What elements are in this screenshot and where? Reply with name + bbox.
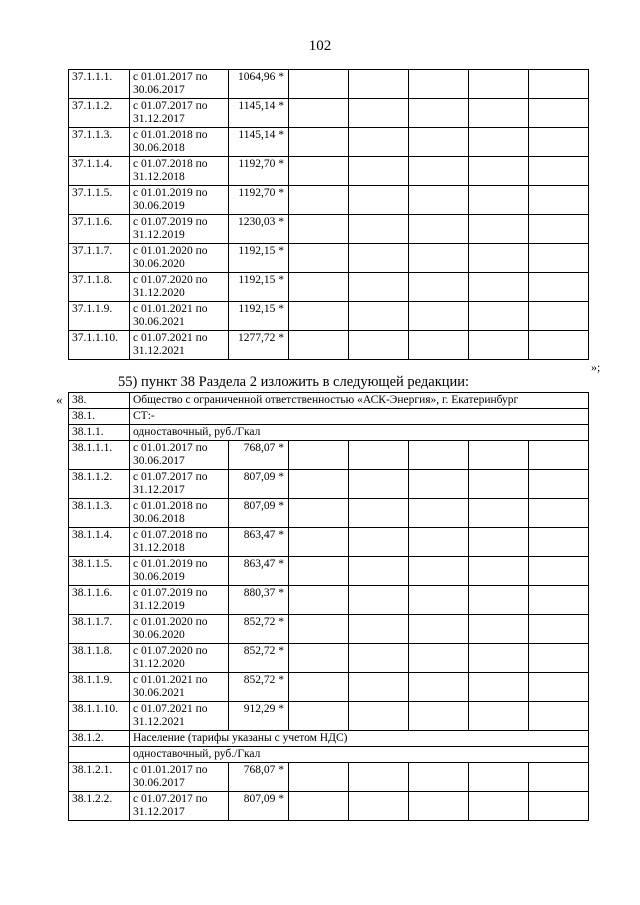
empty-cell bbox=[529, 499, 589, 528]
table-row bbox=[69, 70, 589, 99]
empty-cell bbox=[289, 644, 349, 673]
tariff-value: 1277,72 * bbox=[229, 331, 289, 360]
tariff-value: 1064,96 * bbox=[229, 70, 289, 99]
empty-cell bbox=[469, 331, 529, 360]
row-number: 38.1.1.5. bbox=[69, 557, 130, 586]
period-end: 31.12.2017 bbox=[133, 806, 185, 818]
empty-cell bbox=[349, 470, 409, 499]
period-cell bbox=[130, 528, 229, 557]
empty-cell bbox=[469, 702, 529, 731]
period-cell bbox=[130, 792, 229, 821]
empty-cell bbox=[289, 331, 349, 360]
empty-cell bbox=[409, 273, 469, 302]
row-number: 37.1.1.7. bbox=[69, 244, 130, 273]
period-end: 30.06.2017 bbox=[133, 455, 185, 467]
section-text: Население (тарифы указаны с учетом НДС) bbox=[130, 731, 589, 747]
empty-cell bbox=[349, 792, 409, 821]
period-start: с 01.01.2021 по bbox=[133, 303, 208, 315]
section-text: одноставочный, руб./Гкал bbox=[130, 747, 589, 763]
period-cell bbox=[130, 441, 229, 470]
empty-cell bbox=[529, 128, 589, 157]
period-start: с 01.07.2019 по bbox=[133, 216, 208, 228]
empty-cell bbox=[409, 99, 469, 128]
table-row bbox=[69, 763, 589, 792]
empty-cell bbox=[469, 157, 529, 186]
empty-cell bbox=[349, 586, 409, 615]
empty-cell bbox=[469, 644, 529, 673]
empty-cell bbox=[409, 302, 469, 331]
empty-cell bbox=[469, 215, 529, 244]
empty-cell bbox=[469, 470, 529, 499]
row-number: 38.1.1.3. bbox=[69, 499, 130, 528]
empty-cell bbox=[529, 244, 589, 273]
period-start: с 01.07.2017 по bbox=[133, 793, 208, 805]
row-number: 38.1.1.9. bbox=[69, 673, 130, 702]
section-row bbox=[69, 425, 589, 441]
period-end: 30.06.2020 bbox=[133, 258, 185, 270]
period-cell bbox=[130, 673, 229, 702]
empty-cell bbox=[529, 157, 589, 186]
empty-cell bbox=[289, 157, 349, 186]
period-end: 31.12.2019 bbox=[133, 600, 185, 612]
tariff-value: 768,07 * bbox=[229, 763, 289, 792]
empty-cell bbox=[349, 673, 409, 702]
tariff-value: 852,72 * bbox=[229, 673, 289, 702]
row-number: 38. bbox=[69, 393, 130, 409]
row-number: 37.1.1.5. bbox=[69, 186, 130, 215]
empty-cell bbox=[349, 128, 409, 157]
period-end: 31.12.2020 bbox=[133, 658, 185, 670]
row-number: 38.1. bbox=[69, 409, 130, 425]
empty-cell bbox=[289, 470, 349, 499]
empty-cell bbox=[349, 331, 409, 360]
table-row bbox=[69, 792, 589, 821]
tariff-table-37 bbox=[68, 69, 589, 360]
empty-cell bbox=[289, 273, 349, 302]
tariff-value: 1145,14 * bbox=[229, 128, 289, 157]
empty-cell bbox=[409, 499, 469, 528]
period-cell bbox=[130, 615, 229, 644]
tariff-value: 1192,15 * bbox=[229, 273, 289, 302]
table-row bbox=[69, 186, 589, 215]
page-number: 102 bbox=[308, 38, 332, 54]
row-number: 38.1.1.7. bbox=[69, 615, 130, 644]
empty-cell bbox=[529, 586, 589, 615]
table-row bbox=[69, 528, 589, 557]
table-row bbox=[69, 157, 589, 186]
empty-cell bbox=[529, 557, 589, 586]
period-end: 30.06.2018 bbox=[133, 142, 185, 154]
empty-cell bbox=[469, 586, 529, 615]
empty-cell bbox=[409, 702, 469, 731]
period-end: 31.12.2021 bbox=[133, 345, 185, 357]
table-row bbox=[69, 215, 589, 244]
tariff-value: 1230,03 * bbox=[229, 215, 289, 244]
empty-cell bbox=[69, 747, 130, 763]
period-cell bbox=[130, 557, 229, 586]
period-cell bbox=[130, 644, 229, 673]
empty-cell bbox=[529, 186, 589, 215]
table-row bbox=[69, 615, 589, 644]
empty-cell bbox=[409, 70, 469, 99]
empty-cell bbox=[409, 157, 469, 186]
row-number: 37.1.1.10. bbox=[69, 331, 130, 360]
period-cell bbox=[130, 215, 229, 244]
table-row bbox=[69, 644, 589, 673]
period-cell bbox=[130, 273, 229, 302]
period-start: с 01.01.2021 по bbox=[133, 674, 208, 686]
empty-cell bbox=[289, 302, 349, 331]
empty-cell bbox=[529, 528, 589, 557]
empty-cell bbox=[349, 763, 409, 792]
empty-cell bbox=[349, 99, 409, 128]
period-start: с 01.07.2018 по bbox=[133, 158, 208, 170]
empty-cell bbox=[469, 70, 529, 99]
period-start: с 01.07.2018 по bbox=[133, 529, 208, 541]
period-cell bbox=[130, 157, 229, 186]
row-number: 38.1.1.10. bbox=[69, 702, 130, 731]
tariff-value: 1192,15 * bbox=[229, 302, 289, 331]
period-start: с 01.01.2020 по bbox=[133, 616, 208, 628]
empty-cell bbox=[469, 615, 529, 644]
empty-cell bbox=[289, 673, 349, 702]
empty-cell bbox=[289, 763, 349, 792]
period-start: с 01.01.2020 по bbox=[133, 245, 208, 257]
empty-cell bbox=[529, 70, 589, 99]
empty-cell bbox=[289, 244, 349, 273]
period-cell bbox=[130, 99, 229, 128]
empty-cell bbox=[469, 441, 529, 470]
period-start: с 01.07.2020 по bbox=[133, 274, 208, 286]
table-row bbox=[69, 499, 589, 528]
period-cell bbox=[130, 186, 229, 215]
empty-cell bbox=[349, 70, 409, 99]
empty-cell bbox=[409, 470, 469, 499]
empty-cell bbox=[529, 99, 589, 128]
empty-cell bbox=[469, 763, 529, 792]
empty-cell bbox=[409, 644, 469, 673]
empty-cell bbox=[349, 215, 409, 244]
period-start: с 01.01.2017 по bbox=[133, 764, 208, 776]
period-cell bbox=[130, 499, 229, 528]
period-cell bbox=[130, 470, 229, 499]
tariff-value: 1192,70 * bbox=[229, 157, 289, 186]
row-number: 37.1.1.6. bbox=[69, 215, 130, 244]
period-start: с 01.01.2018 по bbox=[133, 129, 208, 141]
empty-cell bbox=[349, 302, 409, 331]
empty-cell bbox=[409, 615, 469, 644]
table-row bbox=[69, 273, 589, 302]
empty-cell bbox=[289, 441, 349, 470]
period-cell bbox=[130, 586, 229, 615]
row-number: 38.1.1.2. bbox=[69, 470, 130, 499]
empty-cell bbox=[469, 499, 529, 528]
empty-cell bbox=[469, 99, 529, 128]
empty-cell bbox=[529, 470, 589, 499]
row-number: 37.1.1.1. bbox=[69, 70, 130, 99]
empty-cell bbox=[349, 644, 409, 673]
empty-cell bbox=[409, 673, 469, 702]
empty-cell bbox=[289, 557, 349, 586]
empty-cell bbox=[409, 586, 469, 615]
period-cell bbox=[130, 70, 229, 99]
tariff-value: 863,47 * bbox=[229, 557, 289, 586]
empty-cell bbox=[289, 528, 349, 557]
empty-cell bbox=[289, 615, 349, 644]
period-end: 30.06.2020 bbox=[133, 629, 185, 641]
table-row bbox=[69, 441, 589, 470]
table-row bbox=[69, 128, 589, 157]
tariff-value: 1192,70 * bbox=[229, 186, 289, 215]
empty-cell bbox=[529, 302, 589, 331]
tariff-value: 852,72 * bbox=[229, 615, 289, 644]
period-cell bbox=[130, 244, 229, 273]
tariff-value: 912,29 * bbox=[229, 702, 289, 731]
empty-cell bbox=[349, 157, 409, 186]
row-number: 38.1.2.2. bbox=[69, 792, 130, 821]
closing-quote: »; bbox=[591, 360, 601, 374]
empty-cell bbox=[349, 702, 409, 731]
table-row bbox=[69, 302, 589, 331]
period-end: 30.06.2019 bbox=[133, 200, 185, 212]
period-end: 31.12.2021 bbox=[133, 716, 185, 728]
section-row bbox=[69, 409, 589, 425]
period-start: с 01.01.2018 по bbox=[133, 500, 208, 512]
empty-cell bbox=[289, 186, 349, 215]
period-start: с 01.01.2019 по bbox=[133, 558, 208, 570]
period-start: с 01.01.2017 по bbox=[133, 442, 208, 454]
period-start: с 01.07.2021 по bbox=[133, 332, 208, 344]
empty-cell bbox=[349, 273, 409, 302]
empty-cell bbox=[469, 557, 529, 586]
empty-cell bbox=[469, 302, 529, 331]
period-end: 30.06.2021 bbox=[133, 316, 185, 328]
period-cell bbox=[130, 128, 229, 157]
period-end: 30.06.2021 bbox=[133, 687, 185, 699]
period-start: с 01.07.2017 по bbox=[133, 100, 208, 112]
empty-cell bbox=[409, 763, 469, 792]
section-row bbox=[69, 747, 589, 763]
empty-cell bbox=[469, 673, 529, 702]
empty-cell bbox=[349, 557, 409, 586]
empty-cell bbox=[529, 763, 589, 792]
empty-cell bbox=[289, 792, 349, 821]
row-number: 38.1.1.4. bbox=[69, 528, 130, 557]
tariff-value: 863,47 * bbox=[229, 528, 289, 557]
empty-cell bbox=[409, 557, 469, 586]
empty-cell bbox=[529, 702, 589, 731]
row-number: 38.1.1. bbox=[69, 425, 130, 441]
period-cell bbox=[130, 763, 229, 792]
empty-cell bbox=[529, 615, 589, 644]
section-text: СТ:- bbox=[130, 409, 589, 425]
period-end: 30.06.2017 bbox=[133, 777, 185, 789]
section-row bbox=[69, 393, 589, 409]
empty-cell bbox=[529, 215, 589, 244]
section-row bbox=[69, 731, 589, 747]
period-cell bbox=[130, 302, 229, 331]
row-number: 38.1.2.1. bbox=[69, 763, 130, 792]
empty-cell bbox=[529, 331, 589, 360]
empty-cell bbox=[409, 128, 469, 157]
period-start: с 01.01.2017 по bbox=[133, 71, 208, 83]
empty-cell bbox=[529, 441, 589, 470]
period-cell bbox=[130, 702, 229, 731]
empty-cell bbox=[409, 331, 469, 360]
period-end: 30.06.2019 bbox=[133, 571, 185, 583]
row-number: 37.1.1.3. bbox=[69, 128, 130, 157]
empty-cell bbox=[289, 99, 349, 128]
empty-cell bbox=[409, 441, 469, 470]
row-number: 37.1.1.9. bbox=[69, 302, 130, 331]
empty-cell bbox=[289, 70, 349, 99]
table-row bbox=[69, 331, 589, 360]
empty-cell bbox=[349, 499, 409, 528]
empty-cell bbox=[349, 441, 409, 470]
row-number: 37.1.1.2. bbox=[69, 99, 130, 128]
empty-cell bbox=[409, 215, 469, 244]
tariff-value: 807,09 * bbox=[229, 792, 289, 821]
period-cell bbox=[130, 331, 229, 360]
empty-cell bbox=[529, 273, 589, 302]
row-number: 38.1.1.1. bbox=[69, 441, 130, 470]
period-end: 30.06.2017 bbox=[133, 84, 185, 96]
row-number: 38.1.1.8. bbox=[69, 644, 130, 673]
tariff-table-38 bbox=[68, 392, 589, 821]
table-row bbox=[69, 470, 589, 499]
empty-cell bbox=[349, 615, 409, 644]
period-end: 31.12.2018 bbox=[133, 542, 185, 554]
row-number: 38.1.2. bbox=[69, 731, 130, 747]
section-text: Общество с ограниченной ответственностью «АСК-Энергия», г. Екатеринбург bbox=[130, 393, 589, 409]
empty-cell bbox=[469, 792, 529, 821]
empty-cell bbox=[349, 244, 409, 273]
empty-cell bbox=[469, 273, 529, 302]
period-start: с 01.07.2021 по bbox=[133, 703, 208, 715]
empty-cell bbox=[289, 702, 349, 731]
empty-cell bbox=[469, 528, 529, 557]
empty-cell bbox=[469, 128, 529, 157]
row-number: 37.1.1.8. bbox=[69, 273, 130, 302]
tariff-value: 1192,15 * bbox=[229, 244, 289, 273]
empty-cell bbox=[409, 186, 469, 215]
opening-quote: « bbox=[56, 392, 63, 407]
row-number: 37.1.1.4. bbox=[69, 157, 130, 186]
section-text: одноставочный, руб./Гкал bbox=[130, 425, 589, 441]
empty-cell bbox=[469, 244, 529, 273]
empty-cell bbox=[409, 528, 469, 557]
empty-cell bbox=[409, 244, 469, 273]
period-end: 30.06.2018 bbox=[133, 513, 185, 525]
period-end: 31.12.2020 bbox=[133, 287, 185, 299]
table-row bbox=[69, 673, 589, 702]
period-end: 31.12.2018 bbox=[133, 171, 185, 183]
period-start: с 01.07.2019 по bbox=[133, 587, 208, 599]
empty-cell bbox=[529, 673, 589, 702]
empty-cell bbox=[289, 499, 349, 528]
period-start: с 01.07.2017 по bbox=[133, 471, 208, 483]
tariff-value: 1145,14 * bbox=[229, 99, 289, 128]
tariff-value: 807,09 * bbox=[229, 499, 289, 528]
empty-cell bbox=[409, 792, 469, 821]
table-row bbox=[69, 702, 589, 731]
empty-cell bbox=[289, 215, 349, 244]
period-end: 31.12.2017 bbox=[133, 484, 185, 496]
period-end: 31.12.2017 bbox=[133, 113, 185, 125]
row-number: 38.1.1.6. bbox=[69, 586, 130, 615]
instruction-text: 55) пункт 38 Раздела 2 изложить в следующей редакции: bbox=[118, 374, 470, 390]
empty-cell bbox=[529, 792, 589, 821]
period-end: 31.12.2019 bbox=[133, 229, 185, 241]
tariff-value: 807,09 * bbox=[229, 470, 289, 499]
table-row bbox=[69, 557, 589, 586]
empty-cell bbox=[289, 586, 349, 615]
empty-cell bbox=[469, 186, 529, 215]
table-row bbox=[69, 586, 589, 615]
empty-cell bbox=[529, 644, 589, 673]
tariff-value: 880,37 * bbox=[229, 586, 289, 615]
table-row bbox=[69, 244, 589, 273]
period-start: с 01.01.2019 по bbox=[133, 187, 208, 199]
tariff-value: 852,72 * bbox=[229, 644, 289, 673]
empty-cell bbox=[349, 528, 409, 557]
empty-cell bbox=[289, 128, 349, 157]
table-row bbox=[69, 99, 589, 128]
empty-cell bbox=[349, 186, 409, 215]
tariff-value: 768,07 * bbox=[229, 441, 289, 470]
period-start: с 01.07.2020 по bbox=[133, 645, 208, 657]
